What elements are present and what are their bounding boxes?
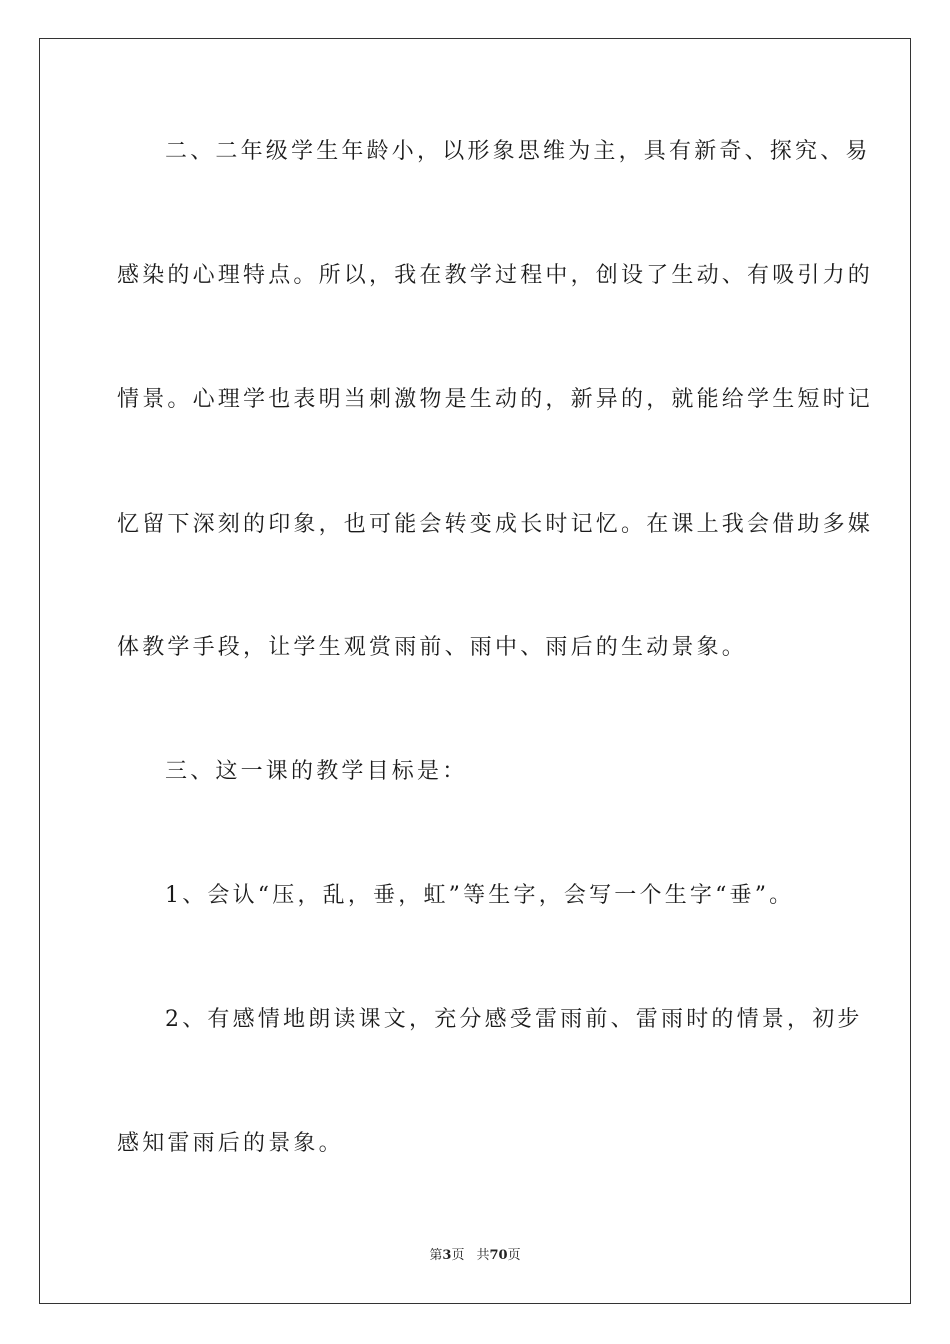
paragraph-line: 感染的心理特点。所以，我在教学过程中，创设了生动、有吸引力的	[117, 263, 874, 288]
paragraph-line: 二、二年级学生年龄小，以形象思维为主，具有新奇、探究、易	[165, 139, 871, 164]
section-heading: 三、这一课的教学目标是：	[165, 759, 468, 784]
page-prefix: 第	[429, 1248, 443, 1263]
paragraph-line: 感知雷雨后的景象。	[117, 1131, 344, 1156]
total-suffix: 页	[507, 1248, 521, 1263]
total-prefix: 共	[476, 1248, 490, 1263]
paragraph-line: 忆留下深刻的印象，也可能会转变成长时记忆。在课上我会借助多媒	[117, 512, 874, 537]
page-footer	[0, 1247, 950, 1265]
page-number: 3	[442, 1248, 452, 1263]
paragraph-line: 1、会认“压，乱，垂，虹”等生字，会写一个生字“垂”。	[165, 883, 795, 908]
paragraph-line: 体教学手段，让学生观赏雨前、雨中、雨后的生动景象。	[117, 635, 748, 660]
paragraph-line: 2、有感情地朗读课文，充分感受雷雨前、雷雨时的情景，初步	[165, 1007, 863, 1032]
total-pages: 70	[489, 1248, 508, 1263]
page-suffix: 页	[451, 1248, 465, 1263]
paragraph-line: 情景。心理学也表明当刺激物是生动的，新异的，就能给学生短时记	[117, 387, 874, 412]
page-border	[39, 38, 911, 1304]
